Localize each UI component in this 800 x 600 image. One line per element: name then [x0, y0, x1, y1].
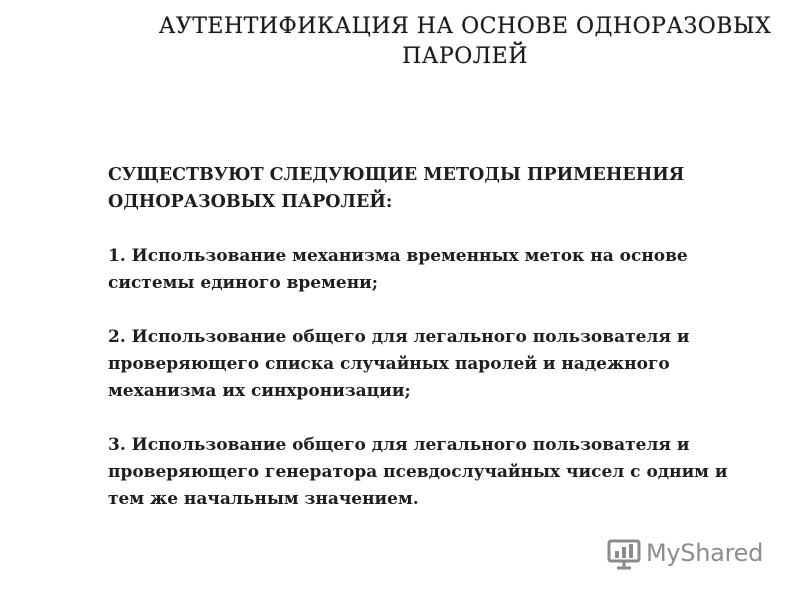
presentation-board-icon [606, 535, 642, 571]
method-2-line-3: механизма их синхронизации; [108, 381, 411, 401]
method-1-line-2: системы единого времени; [108, 273, 379, 293]
method-1-line-1: 1. Использование механизма временных меток на основе [108, 246, 688, 266]
intro-line-2: ОДНОРАЗОВЫХ ПАРОЛЕЙ: [108, 192, 393, 212]
method-3-line-2: проверяющего генератора псевдослучайных чисел с одним и [108, 462, 728, 482]
method-3-line-1: 3. Использование общего для легального пользователя и [108, 435, 690, 455]
method-2 [108, 324, 748, 405]
slide-title-line-2: ПАРОЛЕЙ [402, 44, 528, 69]
slide-title-line-1: АУТЕНТИФИКАЦИЯ НА ОСНОВЕ ОДНОРАЗОВЫХ [158, 14, 772, 39]
method-3 [108, 432, 748, 513]
method-1 [108, 243, 748, 297]
slide-body [108, 162, 748, 540]
watermark-text: MyShared [646, 539, 764, 567]
method-2-line-2: проверяющего списка случайных паролей и надежного [108, 354, 670, 374]
slide-title [120, 12, 800, 72]
method-2-line-1: 2. Использование общего для легального пользователя и [108, 327, 690, 347]
intro-line-1: СУЩЕСТВУЮТ СЛЕДУЮЩИЕ МЕТОДЫ ПРИМЕНЕНИЯ [108, 165, 685, 185]
method-3-line-3: тем же начальным значением. [108, 489, 419, 509]
myshared-watermark[interactable] [606, 533, 763, 573]
intro-paragraph [108, 162, 748, 216]
